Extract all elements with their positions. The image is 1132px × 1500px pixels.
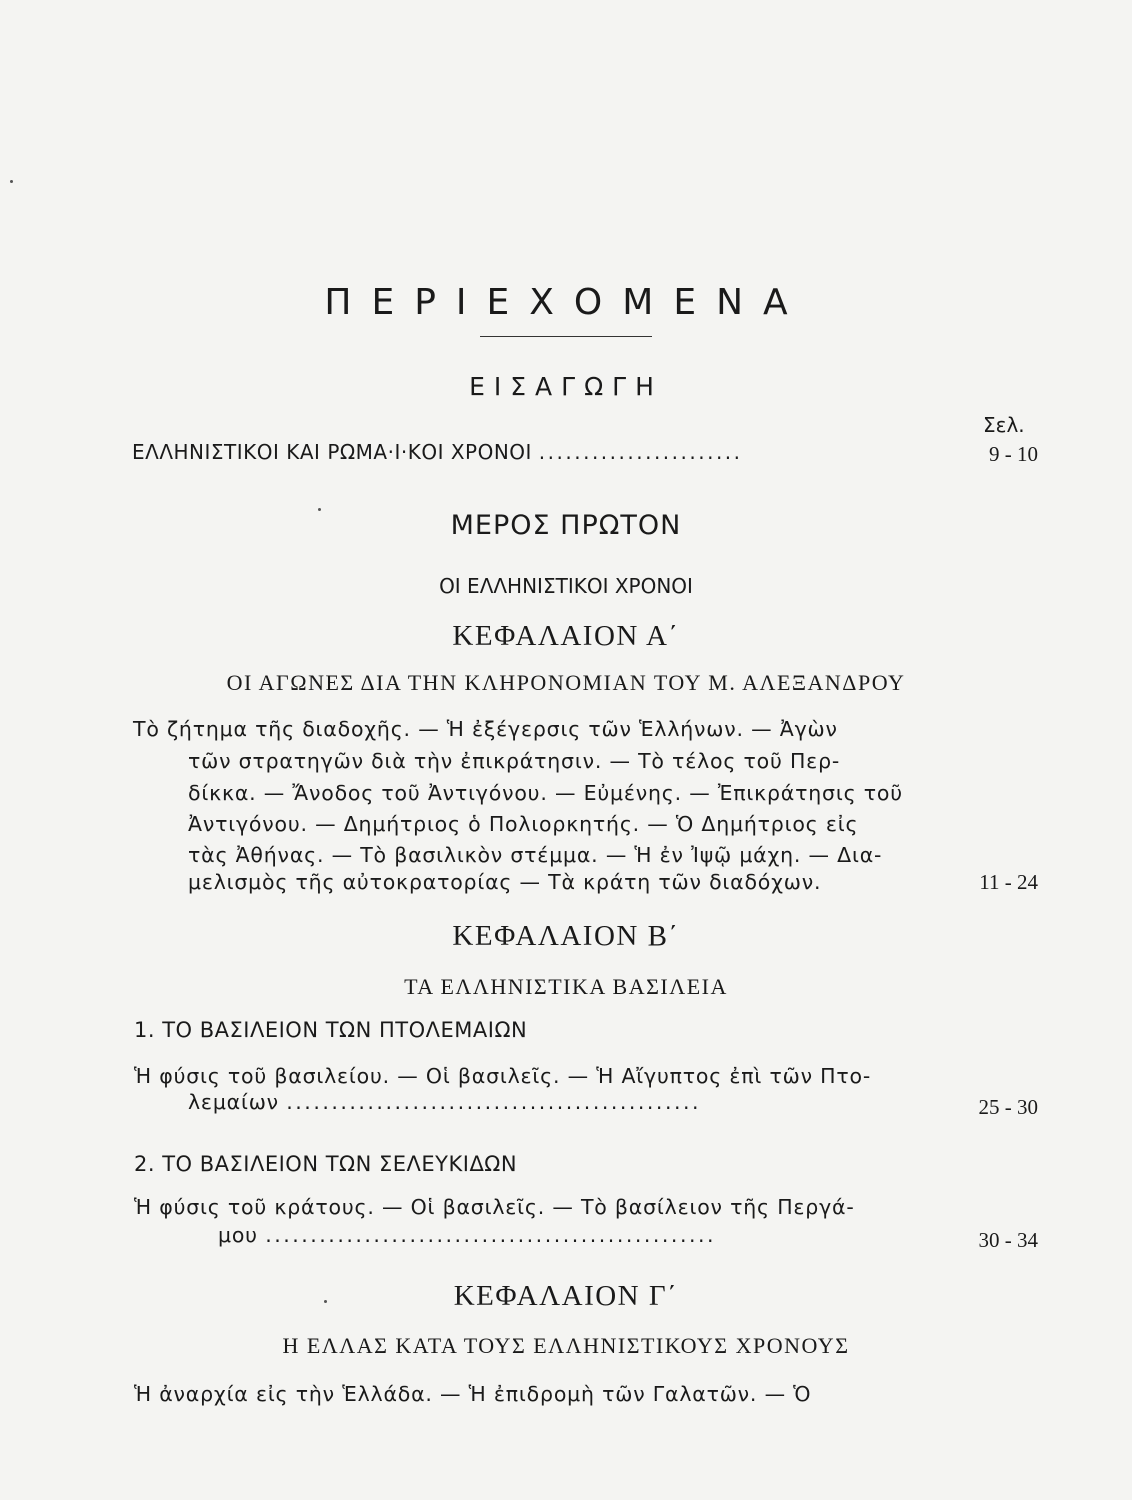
chapter-a-line: τὰς Ἀθήνας. — Τὸ βασιλικὸν στέμμα. — Ἡ ἐν Ἰψῷ μάχη. — Δια- [188, 843, 883, 867]
chapter-a-line: δίκκα. — Ἄνοδος τοῦ Ἀντιγόνου. — Εὐμένης. — Ἐπικράτησις τοῦ [188, 781, 903, 805]
section-2-pages: 30 - 34 [978, 1228, 1038, 1252]
leader-dots: .................................................. [265, 1223, 717, 1247]
intro-entry-pages: 9 - 10 [989, 442, 1038, 466]
chapter-a-line: μελισμὸς τῆς αὐτοκρατορίας — Τὰ κράτη τῶν διαδόχων. [188, 870, 822, 894]
chapter-b-heading: ΚΕΦΑΛΑΙΟΝ Β΄ [452, 920, 680, 952]
section-2-line: Ἡ φύσις τοῦ κράτους. — Οἱ βασιλεῖς. — Τὸ βασίλειον τῆς Περγά- [134, 1195, 855, 1219]
leader-dots: .............................................. [286, 1090, 702, 1114]
chapter-c-title: Η ΕΛΛΑΣ ΚΑΤΑ ΤΟΥΣ ΕΛΛΗΝΙΣΤΙΚΟΥΣ ΧΡΟΝΟΥΣ [282, 1333, 850, 1358]
section-2-line: μου [218, 1223, 258, 1247]
title-divider [480, 336, 652, 337]
section-1-line: λεμαίων [188, 1090, 279, 1114]
section-1-line: Ἡ φύσις τοῦ βασιλείου. — Οἱ βασιλεῖς. — Ἡ Αἴγυπτος ἐπὶ τῶν Πτο- [134, 1064, 872, 1088]
chapter-c-line: Ἡ ἀναρχία εἰς τὴν Ἑλλάδα. — Ἡ ἐπιδρομὴ τῶν Γαλατῶν. — Ὁ [134, 1382, 812, 1406]
part-subtitle: ΟΙ ΕΛΛΗΝΙΣΤΙΚΟΙ ΧΡΟΝΟΙ [439, 574, 693, 598]
part-title: ΜΕΡΟΣ ΠΡΩΤΟΝ [450, 510, 682, 541]
chapter-a-heading: ΚΕΦΑΛΑΙΟΝ Α΄ [452, 620, 680, 652]
intro-heading: ΕΙΣΑΓΩΓΗ [469, 372, 663, 401]
chapter-a-line: τῶν στρατηγῶν διὰ τὴν ἐπικράτησιν. — Τὸ τέλος τοῦ Περ- [188, 749, 841, 773]
section-1-pages: 25 - 30 [978, 1095, 1038, 1119]
chapter-a-title: ΟΙ ΑΓΩΝΕΣ ΔΙΑ ΤΗΝ ΚΛΗΡΟΝΟΜΙΑΝ ΤΟΥ Μ. ΑΛΕΞΑΝΔΡΟΥ [226, 670, 906, 695]
intro-entry [132, 440, 743, 464]
chapter-b-title: ΤΑ ΕΛΛΗΝΙΣΤΙΚΑ ΒΑΣΙΛΕΙΑ [404, 974, 728, 999]
leader-dots: ....................... [538, 440, 743, 464]
page-column-label: Σελ. [983, 413, 1025, 437]
page-title: ΠΕΡΙΕΧΟΜΕΝΑ [324, 282, 808, 323]
scan-speck [324, 1300, 327, 1303]
scan-speck [10, 180, 13, 183]
section-1-line-end [188, 1090, 701, 1114]
chapter-a-line: Ἀντιγόνου. — Δημήτριος ὁ Πολιορκητής. — Ὁ Δημήτριος εἰς [188, 812, 859, 836]
section-1-title: 1. ΤΟ ΒΑΣΙΛΕΙΟΝ ΤΩΝ ΠΤΟΛΕΜΑΙΩΝ [134, 1018, 528, 1042]
chapter-a-pages: 11 - 24 [979, 870, 1038, 894]
section-2-line-end [218, 1223, 716, 1247]
intro-entry-text: ΕΛΛΗΝΙΣΤΙΚΟΙ ΚΑΙ ΡΩΜΑ·Ι·ΚΟΙ ΧΡΟΝΟΙ [132, 440, 532, 464]
scan-speck [318, 508, 321, 511]
chapter-c-heading: ΚΕΦΑΛΑΙΟΝ Γ΄ [453, 1280, 679, 1312]
section-2-title: 2. ΤΟ ΒΑΣΙΛΕΙΟΝ ΤΩΝ ΣΕΛΕΥΚΙΔΩΝ [134, 1152, 518, 1176]
chapter-a-line: Τὸ ζήτημα τῆς διαδοχῆς. — Ἡ ἐξέγερσις τῶν Ἑλλήνων. — Ἀγὼν [133, 717, 838, 741]
